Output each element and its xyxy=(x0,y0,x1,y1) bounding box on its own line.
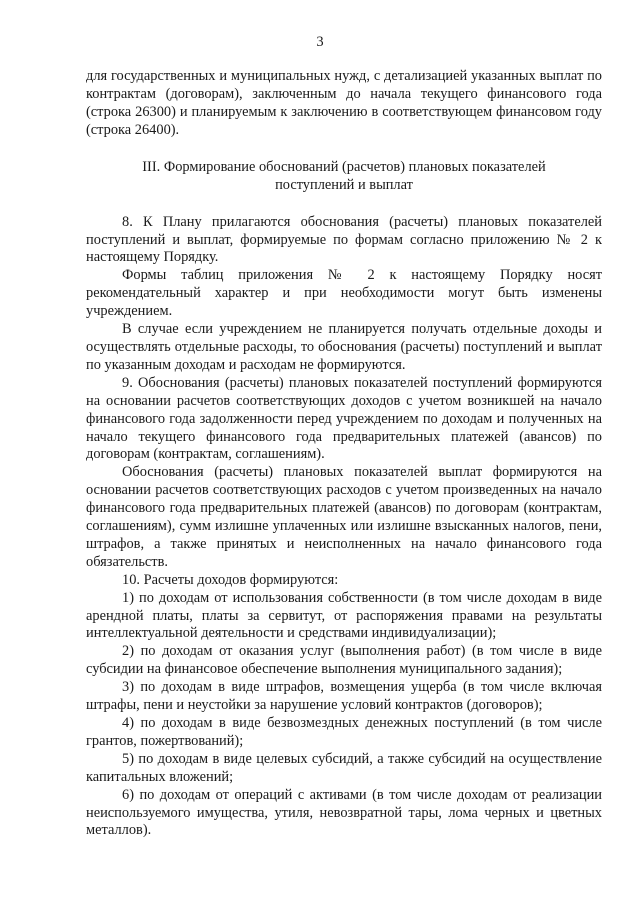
paragraph-10: 10. Расчеты доходов формируются: xyxy=(122,571,339,588)
paragraph-no-income-case: В случае если учреждением не планируется получать отдельные доходы и осуществлять отдельные расходы, то обоснования (расчеты) поступлений и выплат по указанным доходам и расходам не формируются. xyxy=(86,321,602,373)
continuation-paragraph: для государственных и муниципальных нужд, с детализацией указанных выплат по контрактам (договорам), заключенным до начала текущего финансового года (строка 26300) и планируемым к заключению в соответствующем финансовом году (строка 26400). xyxy=(86,68,602,138)
page-number: 3 xyxy=(316,34,324,50)
document-body xyxy=(86,68,602,840)
paragraph-9: 9. Обоснования (расчеты) плановых показателей поступлений формируются на основании расчетов соответствующих доходов с учетом возникшей на начало финансового года задолженности перед учреждением по доходам и полученных на начало текущего финансового года предварительных платежей (авансов) по договорам (контрактам, соглашениям). xyxy=(86,374,602,463)
section-heading xyxy=(86,158,602,194)
list-item-3: 3) по доходам в виде штрафов, возмещения ущерба (в том числе включая штрафы, пени и неустойки за нарушение условий контрактов (договоров); xyxy=(86,679,602,714)
list-item-4: 4) по доходам в виде безвозмездных денежных поступлений (в том числе грантов, пожертвований); xyxy=(86,715,602,749)
section-heading-line-2: поступлений и выплат xyxy=(275,176,413,193)
list-item-1: 1) по доходам от использования собственности (в том числе доходам в виде арендной платы, платы за сервитут, от распоряжения правами на результаты интеллектуальной деятельности и средствами индивидуализации); xyxy=(86,589,602,642)
paragraph-forms-tables: Формы таблиц приложения № 2 к настоящему Порядку носят рекомендательный характер и при необходимости могут быть изменены учреждением. xyxy=(86,267,602,320)
list-item-6: 6) по доходам от операций с активами (в том числе доходам от реализации неиспользуемого имущества, утиля, невозвратной тары, лома черных и цветных металлов). xyxy=(86,786,602,839)
paragraph-payments-justification: Обоснования (расчеты) плановых показателей выплат формируются на основании расчетов соответствующих расходов с учетом произведенных на начало финансового года предварительных платежей (авансов) по договорам (контрактам, соглашениям), сумм излишне уплаченных или излишне взысканных налогов, пени, штрафов, а также принятых и неисполненных на начало финансового года обязательств. xyxy=(86,464,602,570)
section-heading-line-1: III. Формирование обоснований (расчетов) плановых показателей xyxy=(142,158,546,175)
list-item-2: 2) по доходам от оказания услуг (выполнения работ) (в том числе в виде субсидии на финансовое обеспечение выполнения муниципального задания); xyxy=(86,643,602,678)
list-item-5: 5) по доходам в виде целевых субсидий, а также субсидий на осуществление капитальных вложений; xyxy=(86,750,602,785)
paragraph-8: 8. К Плану прилагаются обоснования (расчеты) плановых показателей поступлений и выплат, формируемые по формам согласно приложению № 2 к настоящему Порядку. xyxy=(86,213,602,266)
